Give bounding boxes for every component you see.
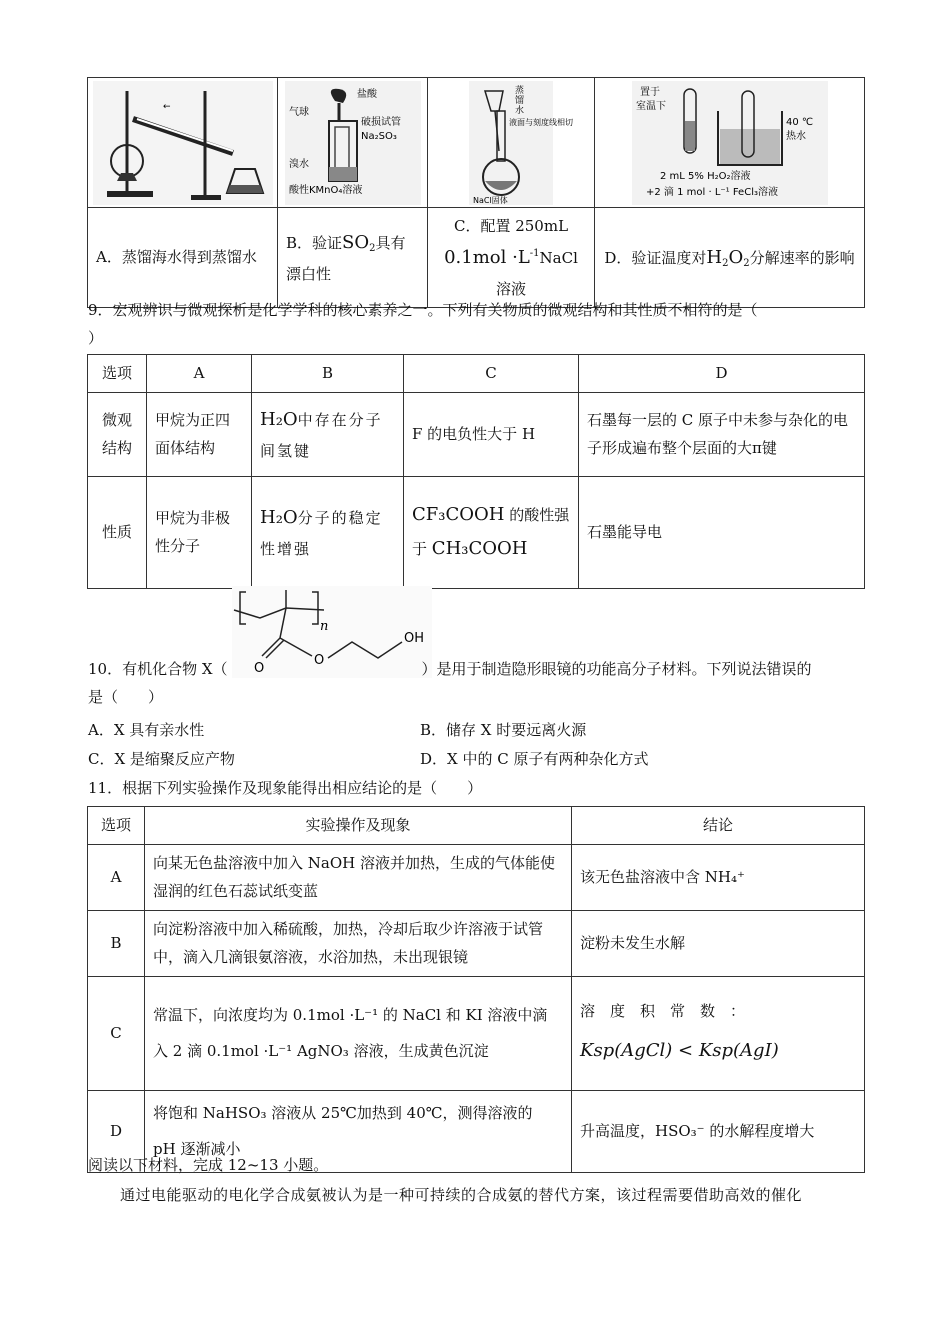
fig-c-cell (428, 78, 595, 208)
q9-row1-d: 石墨每一层的 C 原子中未参与杂化的电子形成遍布整个层面的大π键 (579, 392, 865, 476)
svg-text:室温下: 室温下 (635, 100, 666, 112)
q8-table (87, 77, 865, 308)
svg-text:热水: 热水 (785, 130, 806, 142)
q8-option-b[interactable]: B．验证$SO_2$具有漂白性 (278, 208, 428, 308)
fig-b-cell (278, 78, 428, 208)
svg-text:盐酸: 盐酸 (356, 88, 377, 100)
q11-row-c-option: C (88, 976, 145, 1090)
svg-text:馏: 馏 (515, 95, 525, 106)
q9-row1-a: 甲烷为正四面体结构 (147, 392, 252, 476)
q11-row-d-operation: 将饱和 NaHSO₃ 溶液从 25℃加热到 40℃，测得溶液的 pH 逐渐减小 (145, 1090, 572, 1172)
q9-row2-d: 石墨能导电 (579, 476, 865, 588)
svg-text:液面与刻度线相切: 液面与刻度线相切 (509, 117, 573, 127)
svg-text:2 mL 5% H₂O₂溶液: 2 mL 5% H₂O₂溶液 (659, 170, 750, 182)
distillation-apparatus-figure (93, 81, 273, 205)
q9-row1-label: 微观结构 (88, 392, 147, 476)
svg-text:40 ℃: 40 ℃ (785, 116, 813, 128)
q11-header-operation: 实验操作及现象 (145, 807, 572, 845)
svg-text:气球: 气球 (288, 106, 309, 118)
svg-text:NaCl固体: NaCl固体 (473, 195, 508, 205)
q11-stem: 11．根据下列实验操作及现象能得出相应结论的是（ ） (88, 779, 483, 797)
q11-row-b-operation: 向淀粉溶液中加入稀硫酸，加热，冷却后取少许溶液于试管中，滴入几滴银氨溶液，水浴加热，未出现银镜 (145, 910, 572, 976)
svg-text:O: O (254, 661, 265, 676)
q9-row2-b: H₂O分子的稳定性增强 (252, 476, 404, 588)
q9-table (87, 354, 865, 589)
svg-text:水: 水 (515, 105, 525, 116)
svg-text:置于: 置于 (639, 86, 660, 98)
h2o2-decomposition-figure (632, 81, 828, 205)
so2-bleach-figure (285, 81, 421, 205)
q9-header-option: 选项 (88, 355, 147, 393)
q11-row-c-conclusion: 溶 度 积 常 数 ： Ksp(AgCl) < Ksp(AgI) (572, 976, 865, 1090)
q11-row-a-conclusion: 该无色盐溶液中含 NH₄⁺ (572, 844, 865, 910)
q9-header-b: B (252, 355, 404, 393)
q11-row-b-conclusion: 淀粉未发生水解 (572, 910, 865, 976)
volumetric-flask-figure (469, 81, 573, 205)
svg-text:溴水: 溴水 (288, 158, 309, 170)
q11-row-a-operation: 向某无色盐溶液中加入 NaOH 溶液并加热，生成的气体能使湿润的红色石蕊试纸变蓝 (145, 844, 572, 910)
svg-text:OH: OH (404, 631, 425, 646)
q9-header-c: C (404, 355, 579, 393)
q11-row-c-operation: 常温下，向浓度均为 0.1mol ·L⁻¹ 的 NaCl 和 KI 溶液中滴 入 2 滴 0.1mol ·L⁻¹ AgNO₃ 溶液，生成黄色沉淀 (145, 976, 572, 1090)
q9-row2-label: 性质 (88, 476, 147, 588)
q8-option-a[interactable]: A．蒸馏海水得到蒸馏水 (88, 208, 278, 308)
q11-row-d-option: D (88, 1090, 145, 1172)
q11-row-d-conclusion: 升高温度，HSO₃⁻ 的水解程度增大 (572, 1090, 865, 1172)
svg-text:n: n (320, 619, 329, 634)
q9-header-d: D (579, 355, 865, 393)
q9-row1-b: H₂O中存在分子间氢键 (252, 392, 404, 476)
q11-header-conclusion: 结论 (572, 807, 865, 845)
q10-option-b[interactable]: B．储存 X 时要远离火源 (420, 721, 587, 739)
q11-row-b-option: B (88, 910, 145, 976)
q8-option-d[interactable]: D．验证温度对$H_2O_2$分解速率的影响 (595, 208, 865, 308)
q9-row2-a: 甲烷为非极性分子 (147, 476, 252, 588)
svg-text:O: O (314, 653, 325, 668)
svg-text:破损试管: 破损试管 (360, 116, 401, 128)
svg-text:蒸: 蒸 (515, 85, 525, 96)
svg-text:+2 滴 1 mol · L⁻¹ FeCl₃溶液: +2 滴 1 mol · L⁻¹ FeCl₃溶液 (645, 186, 778, 198)
q10-option-a[interactable]: A．X 具有亲水性 (88, 721, 205, 739)
q11-row-a-option: A (88, 844, 145, 910)
fig-a-cell (88, 78, 278, 208)
reading-intro: 阅读以下材料，完成 12~13 小题。 (88, 1156, 329, 1174)
svg-text:Na₂SO₃: Na₂SO₃ (360, 130, 397, 142)
reading-text: 通过电能驱动的电化学合成氨被认为是一种可持续的合成氨的替代方案，该过程需要借助高效的催化 (120, 1186, 803, 1204)
q11-header-option: 选项 (88, 807, 145, 845)
q11-table (87, 806, 865, 1173)
q10-option-d[interactable]: D．X 中的 C 原子有两种杂化方式 (420, 750, 649, 768)
q9-row2-c: CF₃COOH 的酸性强于 CH₃COOH (404, 476, 579, 588)
q9-row1-c: F 的电负性大于 H (404, 392, 579, 476)
q9-stem: 9．宏观辨识与微观探析是化学学科的核心素养之一。下列有关物质的微观结构和其性质不相符的是（ ） (88, 301, 758, 347)
fig-d-cell (595, 78, 865, 208)
q9-header-a: A (147, 355, 252, 393)
q10-stem: 10．有机化合物 X（ ）是用于制造隐形眼镜的功能高分子材料。下列说法错误的 是（ ） (88, 660, 812, 706)
q8-option-c[interactable]: C．配置 250mL $0.1mol \cdot L^{-1}NaCl$ 溶液 (428, 208, 595, 308)
svg-text:←: ← (162, 101, 171, 112)
svg-text:酸性KMnO₄溶液: 酸性KMnO₄溶液 (288, 184, 362, 196)
q10-option-c[interactable]: C．X 是缩聚反应产物 (88, 750, 235, 768)
